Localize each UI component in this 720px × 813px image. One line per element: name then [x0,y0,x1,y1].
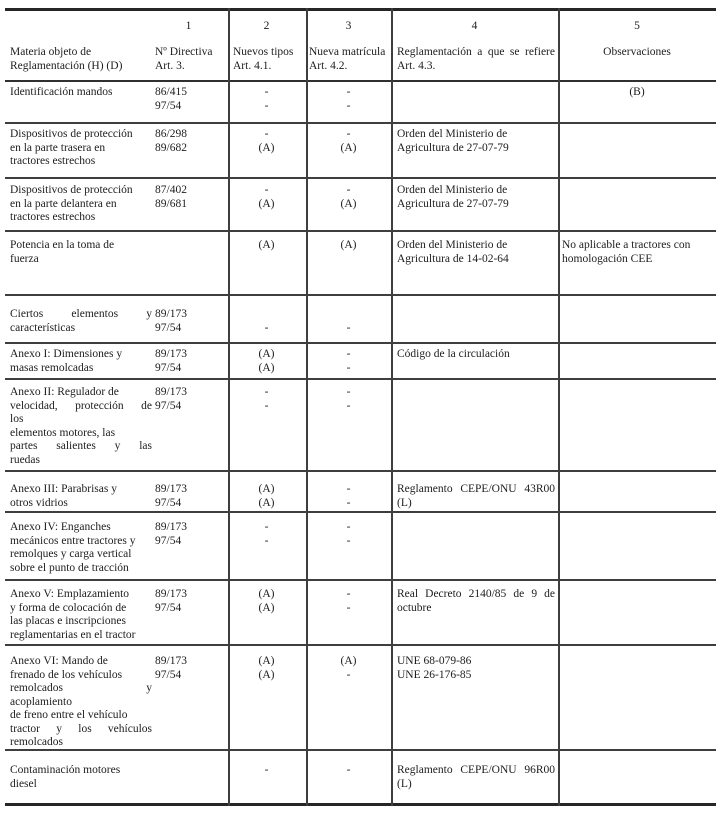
text-line: 97/54 [155,668,182,681]
cell-nuevos-tipos [228,184,305,211]
text-line: 97/54 [155,99,182,112]
text-line: - [264,321,269,334]
text-line: partes salientes y las [10,440,152,452]
text-line: Anexo I: Dimensiones y [10,348,123,360]
text-line: - [346,521,351,533]
cell-directiva [155,386,221,413]
cell-materia [10,655,152,750]
text-line: Real Decreto 2140/85 de 9 de [397,588,555,600]
cell-directiva [155,483,221,510]
text-line: - [346,184,351,196]
header-materia [10,46,170,73]
cell-materia [10,386,152,467]
text-line: los [10,413,24,425]
cell-nuevos-tipos [228,348,305,375]
text-line: - [346,86,351,98]
text-line: Anexo II: Regulador de [10,386,119,398]
text-line: de freno entre el vehículo [10,709,128,721]
header-nuevos-tipos [233,46,305,73]
row-separator-rule [5,230,716,232]
text-line: (B) [629,86,645,98]
cell-nueva-matricula [306,483,391,510]
header-observaciones [558,46,716,60]
cell-directiva [155,521,221,548]
text-line: 89/173 [155,386,187,398]
column-number-3: 3 [345,20,352,32]
text-line: Art. 4.3. [397,59,436,72]
text-line: - [264,86,269,98]
text-line: remolques y carga vertical [10,548,132,560]
text-line: 86/298 [155,128,187,140]
text-line: Dispositivos de protección [10,184,133,196]
row-separator-rule [5,342,716,344]
cell-nueva-matricula [306,521,391,548]
text-line: ruedas [10,453,41,466]
text-line: - [346,764,351,776]
row-separator-rule [5,122,716,124]
column-number-5: 5 [634,20,640,32]
cell-observaciones [558,86,716,100]
text-line: mecánicos entre tractores y [10,534,136,547]
text-line: - [264,399,269,412]
row-separator-rule [5,294,716,296]
text-line: Reglamento CEPE/ONU 96R00 [397,764,555,776]
cell-materia [10,521,152,575]
text-line: - [264,386,269,398]
text-line: (A) [258,197,275,210]
text-line: 97/54 [155,496,182,509]
text-line: (A) [340,141,357,154]
cell-nuevos-tipos [228,655,305,682]
text-line: (A) [258,588,275,600]
text-line: - [346,483,351,495]
text-line: Ciertos elementos y [10,308,152,320]
text-line: (L) [397,496,412,509]
text-line: masas remolcadas [10,361,94,374]
text-line: 87/402 [155,184,187,196]
text-line: - [264,534,269,547]
text-line: acoplamiento [10,695,72,708]
text-line: 97/54 [155,361,182,374]
text-line [306,308,391,322]
text-line: (A) [258,601,275,614]
text-line: - [346,399,351,412]
text-line: Orden del Ministerio de [397,239,508,251]
cell-reglamentacion [397,348,555,362]
text-line: Potencia en la toma de [10,239,115,251]
row-separator-rule [5,177,716,179]
cell-nueva-matricula [306,348,391,375]
column-number-1: 1 [185,20,192,32]
text-line: - [346,534,351,547]
text-line: (A) [258,361,275,374]
text-line: - [346,361,351,374]
text-line: Anexo IV: Enganches [10,521,111,533]
text-line: elementos motores, las [10,426,116,439]
cell-materia [10,483,152,510]
text-line: características [10,321,76,334]
cell-nueva-matricula [306,588,391,615]
row-separator-rule [5,378,716,380]
text-line [228,308,305,322]
cell-materia [10,764,152,791]
text-line: (A) [258,239,275,251]
text-line: Agricultura de 27-07-79 [397,197,509,210]
text-line: - [346,128,351,140]
text-line: remolcados [10,736,64,748]
text-line: Anexo VI: Mando de [10,655,108,667]
text-line: 89/681 [155,197,187,210]
text-line: reglamentarias en el tractor [10,628,136,641]
column-rule [558,8,560,806]
column-rule [391,8,393,806]
text-line: 89/173 [155,348,187,360]
text-line: Contaminación motores [10,764,121,776]
text-line: - [346,386,351,398]
cell-nuevos-tipos [228,521,305,548]
text-line: Reglamentación a que se refiere [397,46,555,58]
text-line: en la parte delantera en [10,197,117,210]
text-line: - [346,99,351,112]
cell-nuevos-tipos [228,308,305,335]
text-line: Reglamentación (H) (D) [10,59,123,72]
text-line: - [346,496,351,509]
text-line: en la parte trasera en [10,141,106,154]
text-line: homologación CEE [562,252,653,265]
cell-nuevos-tipos [228,588,305,615]
text-line: Agricultura de 27-07-79 [397,141,509,154]
cell-materia [10,239,152,266]
text-line: Reglamento CEPE/ONU 43R00 [397,483,555,495]
text-line: Código de la circulación [397,348,510,360]
text-line: - [346,668,351,681]
text-line: 89/173 [155,655,187,667]
text-line: - [346,588,351,600]
text-line: 89/682 [155,141,187,154]
text-line: Anexo III: Parabrisas y [10,483,117,495]
text-line: (A) [258,668,275,681]
text-line: - [346,348,351,360]
text-line: Orden del Ministerio de [397,184,508,196]
row-separator-rule [5,579,716,581]
cell-materia [10,348,152,375]
text-line: - [346,601,351,614]
text-line: 97/54 [155,601,182,614]
cell-nueva-matricula [306,184,391,211]
text-line: Orden del Ministerio de [397,128,508,140]
text-line: 97/54 [155,399,182,412]
text-line: Materia objeto de [10,46,92,58]
text-line: y forma de colocación de [10,601,127,614]
text-line: (A) [340,655,357,667]
cell-directiva [155,655,221,682]
cell-nueva-matricula [306,128,391,155]
text-line: (A) [340,239,357,251]
table-top-border [5,8,716,11]
text-line: UNE 68-079-86 [397,655,472,667]
text-line: Art. 4.1. [233,59,272,72]
cell-materia [10,588,152,642]
cell-reglamentacion [397,764,555,791]
text-line: (A) [258,655,275,667]
cell-nueva-matricula [306,386,391,413]
text-line: (A) [258,348,275,360]
cell-nueva-matricula [306,308,391,335]
text-line: 89/173 [155,308,187,320]
row-separator-rule [5,644,716,646]
text-line: Observaciones [603,46,671,58]
cell-reglamentacion [397,128,555,155]
text-line: - [264,764,269,776]
text-line: - [264,184,269,196]
text-line: sobre el punto de tracción [10,561,129,574]
header-reglamentacion [397,46,555,73]
cell-observaciones [562,239,712,266]
cell-reglamentacion [397,239,555,266]
cell-materia [10,184,152,225]
text-line: diesel [10,777,37,790]
cell-nuevos-tipos [228,483,305,510]
text-line: UNE 26-176-85 [397,668,472,681]
cell-directiva [155,588,221,615]
cell-nueva-matricula [306,655,391,682]
table-bottom-border [5,803,716,806]
cell-materia [10,128,152,169]
text-line: (A) [258,483,275,495]
cell-nuevos-tipos [228,128,305,155]
text-line: Agricultura de 14-02-64 [397,252,509,265]
text-line: otros vidrios [10,496,68,509]
column-number-4: 4 [471,20,478,32]
text-line: - [346,321,351,334]
cell-reglamentacion [397,655,555,682]
text-line: - [264,99,269,112]
cell-nueva-matricula [306,764,391,778]
text-line: Art. 3. [155,59,185,72]
text-line: - [264,521,269,533]
text-line: 89/173 [155,521,187,533]
cell-nuevos-tipos [228,239,305,253]
column-number-2: 2 [263,20,270,32]
cell-nueva-matricula [306,86,391,113]
cell-directiva [155,348,221,375]
text-line: tractores estrechos [10,211,96,223]
cell-nuevos-tipos [228,764,305,778]
text-line: 89/173 [155,588,187,600]
text-line: (A) [258,496,275,509]
text-line: (A) [340,197,357,210]
text-line: frenado de los vehículos [10,668,123,681]
text-line: remolcados y [10,682,152,694]
row-separator-rule [5,470,716,472]
text-line: velocidad, protección de [10,399,152,412]
text-line: las placas e inscripciones [10,615,126,627]
cell-materia [10,86,152,100]
cell-directiva [155,86,221,113]
text-line: Dispositivos de protección [10,128,133,140]
text-line: 89/173 [155,483,187,495]
row-separator-rule [5,511,716,513]
cell-materia [10,308,152,335]
text-line: tractor y los vehículos [10,722,152,735]
text-line: 97/54 [155,321,182,334]
cell-directiva [155,184,221,211]
text-line: fuerza [10,252,39,265]
cell-nueva-matricula [306,239,391,253]
cell-reglamentacion [397,184,555,211]
header-nueva-matricula [309,46,391,73]
cell-nuevos-tipos [228,386,305,413]
text-line: Art. 4.2. [309,59,348,72]
text-line: Nº Directiva [155,46,213,58]
text-line: Nuevos tipos [233,46,294,58]
text-line: tractores estrechos [10,155,96,167]
header-separator-rule [5,80,716,82]
text-line: No aplicable a tractores con [562,239,691,251]
header-directiva [155,46,225,73]
text-line: 97/54 [155,534,182,547]
cell-directiva [155,308,221,335]
text-line: Anexo V: Emplazamiento [10,588,130,600]
cell-directiva [155,128,221,155]
text-line: (A) [258,141,275,154]
text-line: 86/415 [155,86,187,98]
text-line: - [264,128,269,140]
text-line: Identificación mandos [10,86,113,98]
text-line: octubre [397,601,432,614]
cell-nuevos-tipos [228,86,305,113]
text-line: Nueva matrícula [309,46,386,58]
cell-reglamentacion [397,588,555,615]
cell-reglamentacion [397,483,555,510]
text-line: (L) [397,777,412,790]
